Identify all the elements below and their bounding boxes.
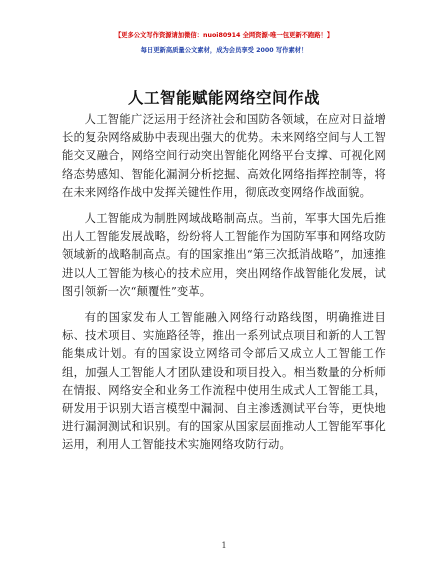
page-number: 1 [221,541,227,550]
body-paragraph: 人工智能成为制胜网域战略制高点。当前，军事大国先后推出人工智能发展战略，纷纷将人工智能作为国防军事和网络攻防领域新的战略制高点。有的国家推出“第三次抵消战略”，加速推进以人工智能为核心的技术应用，突出网络作战智能化发展，试图引领新一次“颠覆性”变革。 [62,212,386,298]
promo-banner-line-1: 【更多公文写作资源请加微信：nuoi80914 全网资源·唯一包更新不跑路！】 [114,32,334,39]
body-paragraph: 人工智能广泛运用于经济社会和国防各领域，在应对日益增长的复杂网络威胁中表现出强大的优势。未来网络空间与人工智能交叉融合，网络空间行动突出智能化网络平台支撑、可视化网络态势感知、智能化漏洞分析挖掘、高效化网络指挥控制等，将在未来网络作战中发挥关键性作用，彻底改变网络作战面貌。 [62,113,386,199]
document-body [62,111,386,463]
document-title: 人工智能赋能网络空间作战 [127,89,320,107]
body-paragraph: 有的国家发布人工智能融入网络行动路线图，明确推进目标、技术项目、实施路径等，推出一系列试点项目和新的人工智能集成计划。有的国家设立网络司令部后又成立人工智能工作组，加强人工智能人才团队建设和项目投入。相当数量的分析师在情报、网络安全和业务工作流程中使用生成式人工智能工具，研发用于识别大语言模型中漏洞、自主渗透测试平台等，更快地进行漏洞测试和识别。有的国家从国家层面推动人工智能军事化运用，利用人工智能技术实施网络攻防行动。 [62,311,386,452]
promo-banner-line-2: 每日更新高质量公文素材，成为会员享受 2000 写作素材！ [140,47,308,54]
